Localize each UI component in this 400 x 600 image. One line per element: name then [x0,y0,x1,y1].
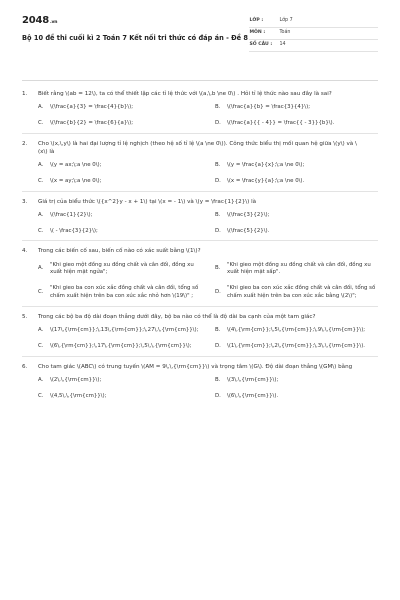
question-number: 1. [22,91,28,97]
meta-label: SỐ CÂU : [249,42,273,48]
answer-option[interactable] [38,212,201,220]
question-text: Cho \(x,\,y\) là hai đại lượng tỉ lệ nghịch (theo hệ số tỉ lệ \(a \ne 0\)). Công thức biểu thị mối quan hệ giữa \(y\) và \(x\) là [38,140,357,155]
answer-options [38,262,378,301]
option-letter: B. [215,265,221,272]
answer-option[interactable] [38,228,201,236]
option-letter: D. [215,227,221,234]
logo-text: 2048 [22,15,50,26]
answer-option[interactable] [38,262,201,278]
option-text: \(4\,{\rm{cm}};\,5\,{\rm{cm}};\,9\,\,{\rm{cm}}\); [227,326,366,333]
option-letter: B. [215,104,221,111]
answer-option[interactable] [38,377,201,385]
meta-row-count [249,40,378,52]
question-item [22,192,378,242]
answer-option[interactable] [215,285,378,301]
answer-option[interactable] [38,178,201,186]
option-text: "Khi gieo ba con xúc xắc đồng chất và cân đối, tổng số chấm xuất hiện trên ba con xúc xắc nhỏ hơn \(19\)" ; [50,285,199,299]
answer-option[interactable] [215,262,378,278]
option-text: \(y = \frac{a}{x};\;a \ne 0\); [227,161,305,168]
meta-value: Lớp 7 [279,18,293,24]
option-text: \( - \frac{3}{2}\); [50,227,98,234]
option-text: \(y = ax;\;a \ne 0\); [50,161,102,168]
question-list [22,84,378,405]
option-text: \(\frac{b}{2} = \frac{6}{a}\); [50,119,134,126]
answer-options [38,212,378,236]
option-letter: D. [215,392,221,399]
option-text: "Khi gieo một đồng xu đồng chất và cân đối, đồng xu xuất hiện mặt ngửa"; [50,261,194,276]
answer-option[interactable] [38,285,201,301]
answer-option[interactable] [38,327,201,335]
option-text: \(\frac{1}{2}\); [50,211,93,218]
option-text: "Khi gieo ba con xúc xắc đồng chất và cân đối, tổng số chấm xuất hiện trên ba con xúc xắc bằng \(2\)"; [227,285,376,299]
option-letter: A. [38,104,44,111]
question-number: 3. [22,198,28,205]
option-text: \(6\,{\rm{cm}};\,17\,{\rm{cm}};\,5\,\,{\rm{cm}}\); [50,342,192,349]
option-letter: B. [215,161,221,168]
option-letter: A. [38,211,44,218]
meta-row-class [249,16,378,28]
question-item [22,134,378,192]
answer-option[interactable] [215,343,378,351]
answer-option[interactable] [38,104,201,112]
option-letter: D. [215,119,221,126]
answer-option[interactable] [215,104,378,112]
option-text: \(x = \frac{y}{a};\;a \ne 0\). [227,177,305,184]
question-item [22,241,378,306]
question-item [22,84,378,134]
answer-option[interactable] [38,120,201,128]
option-letter: C. [38,342,44,349]
question-text: Cho tam giác \(ABC\) có trung tuyến \(AM = 9\,\,{\rm{cm}}\) và trọng tâm \(G\). Độ dài đoạn thẳng \(GM\) bằng [38,363,353,370]
option-text: \(1\,{\rm{cm}};\,2\,{\rm{cm}};\,3\,\,{\rm{cm}}\). [227,342,366,349]
option-letter: A. [38,376,44,383]
option-letter: B. [215,211,221,218]
header-left [22,14,249,56]
answer-options [38,377,378,401]
option-text: \(x = ay;\;a \ne 0\); [50,177,102,184]
question-item [22,357,378,406]
option-letter: D. [215,342,221,349]
option-letter: A. [38,265,44,272]
meta-value: Toán [279,30,291,36]
option-text: \(4,5\,\,{\rm{cm}}\); [50,392,107,399]
option-text: \(\frac{a}{{ - 4}} = \frac{{ - 3}}{b}\). [227,119,335,126]
option-letter: C. [38,289,44,296]
option-text: "Khi gieo một đồng xu đồng chất và cân đối, đồng xu xuất hiện mặt sấp". [227,261,371,276]
option-letter: D. [215,177,221,184]
answer-option[interactable] [38,393,201,401]
meta-label: LỚP : [249,18,264,24]
meta-info [249,14,378,56]
logo-suffix: .vn [50,20,58,25]
option-text: \(\frac{a}{3} = \frac{4}{b}\); [50,104,134,111]
option-text: \(\frac{5}{2}\). [227,227,270,234]
option-text: \(3\,\,{\rm{cm}}\); [227,376,279,383]
document-title: Bộ 10 đề thi cuối kì 2 Toán 7 Kết nối tri thức có đáp án - Đề 8 [22,33,248,42]
answer-option[interactable] [38,162,201,170]
question-text: Trong các biến cố sau, biến cố nào có xác suất bằng \(1\)? [38,248,201,255]
option-text: \(17\,{\rm{cm}};\,13\,{\rm{cm}};\,27\,\,{\rm{cm}}\); [50,326,199,333]
question-text: Trong các bộ ba độ dài đoạn thẳng dưới đây, bộ ba nào có thể là độ dài ba cạnh của một tam giác? [38,313,316,320]
option-letter: A. [38,326,44,333]
option-letter: C. [38,177,44,184]
meta-row-subject [249,28,378,40]
site-logo[interactable] [22,14,249,29]
answer-option[interactable] [215,162,378,170]
document-header [22,14,378,56]
question-number: 5. [22,313,28,320]
meta-label: MÔN : [249,30,266,36]
answer-option[interactable] [215,120,378,128]
answer-option[interactable] [215,212,378,220]
answer-option[interactable] [215,178,378,186]
answer-option[interactable] [215,393,378,401]
option-text: \(2\,\,{\rm{cm}}\); [50,376,102,383]
option-letter: C. [38,392,44,399]
answer-option[interactable] [215,228,378,236]
question-item [22,307,378,357]
answer-options [38,327,378,351]
option-text: \(\frac{3}{2}\); [227,211,270,218]
option-text: \(6\,\,{\rm{cm}}\). [227,392,279,399]
option-letter: A. [38,161,44,168]
option-letter: B. [215,376,221,383]
answer-option[interactable] [215,327,378,335]
answer-option[interactable] [215,377,378,385]
question-number: 2. [22,140,28,147]
answer-options [38,162,378,186]
option-letter: B. [215,326,221,333]
option-letter: D. [215,289,221,296]
option-text: \(\frac{a}{b} = \frac{3}{4}\); [227,104,311,111]
question-number: 4. [22,248,28,255]
question-number: 6. [22,363,28,370]
option-letter: C. [38,227,44,234]
question-text: Biết rằng \(ab = 12\), ta có thể thiết lập các tỉ lệ thức với \(a,\,b \ne 0\) . Hỏi tỉ lệ thức nào sau đây là sai? [38,91,332,97]
answer-options [38,104,378,128]
question-text: Giá trị của biểu thức \({x^2}y - x + 1\) tại \(x = - 1\) và \(y = \frac{1}{2}\) là [38,198,257,205]
option-letter: C. [38,119,44,126]
answer-option[interactable] [38,343,201,351]
meta-value: 14 [279,42,286,48]
header-divider [22,80,378,81]
